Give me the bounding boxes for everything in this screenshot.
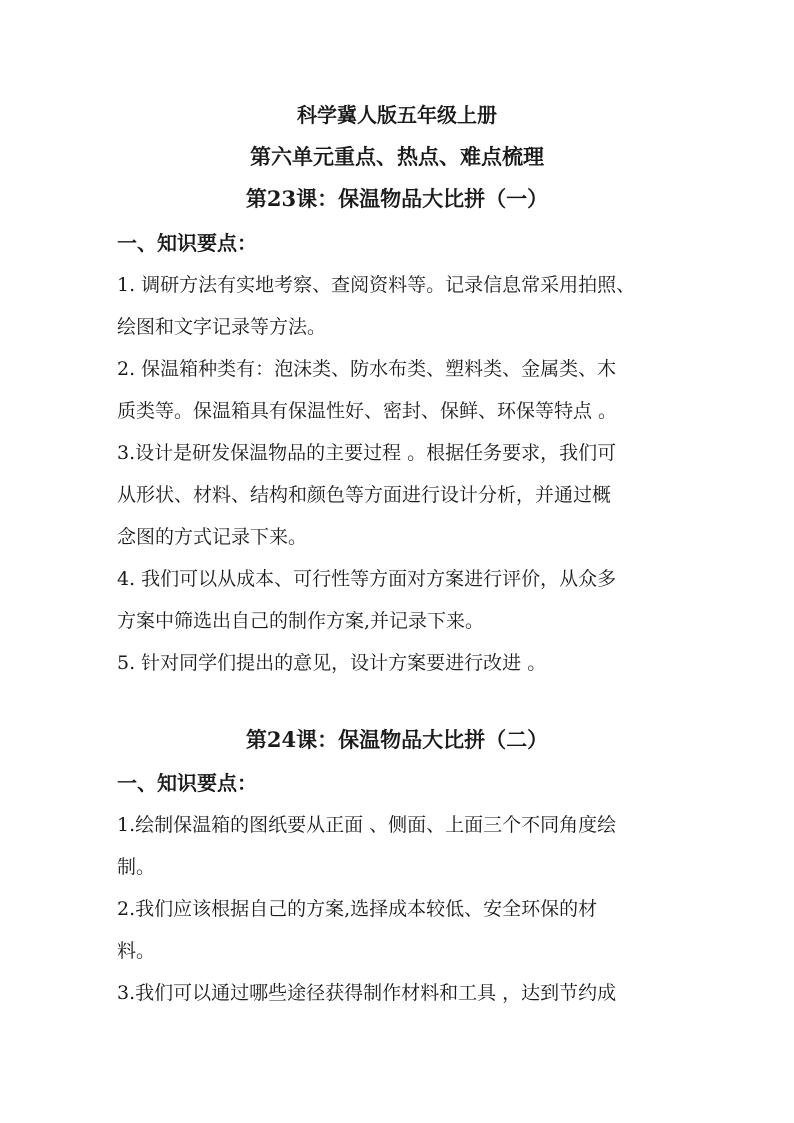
lesson-24-line: 3.我们可以通过哪些途径获得制作材料和工具 ，达到节约成 [117,982,617,1004]
unit-subtitle: 第六单元重点、热点、难点梳理 [250,144,544,169]
lesson-23-title: 第23课：保温物品大比拼（一） [245,186,549,211]
lesson-24-line: 1.绘制保温箱的图纸要从正面 、侧面、上面三个不同角度绘 [117,814,617,836]
lesson-23-line: 绘图和文字记录等方法。 [117,316,327,338]
lesson-23-line: 质类等。保温箱具有保温性好、密封、保鲜、环保等特点 。 [117,400,618,422]
lesson-24-line: 2.我们应该根据自己的方案,选择成本较低、安全环保的材 [117,898,598,920]
document-title: 科学冀人版五年级上册 [297,103,497,127]
lesson-23-section-heading: 一、知识要点： [117,231,257,255]
lesson-23-line: 方案中筛选出自己的制作方案,并记录下来。 [117,610,485,632]
lesson-24-title: 第24课：保温物品大比拼（二） [245,727,549,752]
lesson-23-line: 1. 调研方法有实地考察、查阅资料等。记录信息常采用拍照、 [117,274,636,296]
lesson-23-line: 念图的方式记录下来。 [117,526,308,548]
lesson-24-section-heading: 一、知识要点： [117,771,257,795]
lesson-23-line: 5. 针对同学们提出的意见，设计方案要进行改进 。 [117,652,547,674]
lesson-23-line: 3.设计是研发保温物品的主要过程 。根据任务要求，我们可 [117,442,617,464]
lesson-24-line: 料。 [117,940,156,962]
lesson-23-line: 从形状、材料、结构和颜色等方面进行设计分析，并通过概 [117,484,612,506]
lesson-23-line: 2. 保温箱种类有：泡沫类、防水布类、塑料类、金属类、木 [117,358,617,380]
lesson-24-line: 制。 [117,856,156,878]
lesson-23-line: 4. 我们可以从成本、可行性等方面对方案进行评价，从众多 [117,568,617,590]
